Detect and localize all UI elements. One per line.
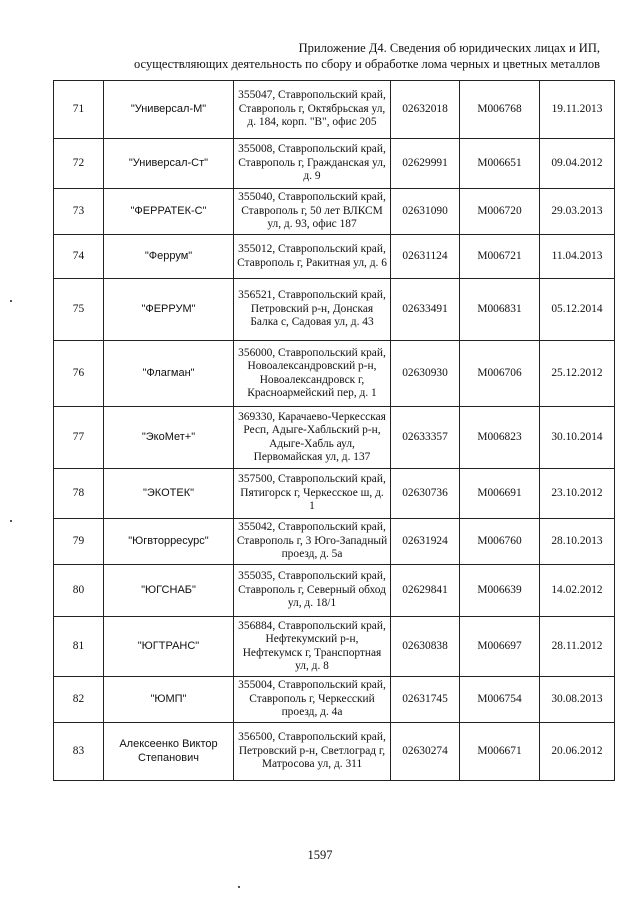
address-cell: 355042, Ставропольский край, Ставрополь г, 3 Юго-Западный проезд, д. 5а — [234, 519, 391, 565]
appendix-title: Приложение Д4. Сведения об юридических лицах и ИП, — [298, 41, 600, 55]
scan-dot — [238, 886, 240, 888]
registration-date-cell: 30.10.2014 — [540, 407, 615, 469]
address-cell: 356884, Ставропольский край, Нефтекумский р-н, Нефтекумск г, Транспортная ул, д. 8 — [234, 617, 391, 677]
table-row — [54, 407, 615, 469]
row-number-cell: 79 — [54, 519, 104, 565]
table-row — [54, 723, 615, 781]
row-number-cell: 73 — [54, 189, 104, 235]
code-cell: 02629991 — [391, 139, 460, 189]
code-cell: 02631745 — [391, 677, 460, 723]
registry-table-body — [54, 81, 615, 781]
entity-name-cell: "Универсал-Ст" — [104, 139, 234, 189]
registration-date-cell: 25.12.2012 — [540, 341, 615, 407]
code-cell: 02633357 — [391, 407, 460, 469]
address-cell: 369330, Карачаево-Черкесская Респ, Адыге-Хабльский р-н, Адыге-Хабль аул, Первомайская ул, д. 137 — [234, 407, 391, 469]
registration-number-cell: М006706 — [460, 341, 540, 407]
address-cell: 355047, Ставропольский край, Ставрополь г, Октябрьская ул, д. 184, корп. "В", офис 205 — [234, 81, 391, 139]
registration-number-cell: М006831 — [460, 279, 540, 341]
code-cell: 02631924 — [391, 519, 460, 565]
address-cell: 355004, Ставропольский край, Ставрополь г, Черкесский проезд, д. 4а — [234, 677, 391, 723]
code-cell: 02633491 — [391, 279, 460, 341]
address-cell: 357500, Ставропольский край, Пятигорск г, Черкесское ш, д. 1 — [234, 469, 391, 519]
address-cell: 356000, Ставропольский край, Новоалександровский р-н, Новоалександровск г, Красноармейский пер, д. 1 — [234, 341, 391, 407]
table-row — [54, 235, 615, 279]
table-row — [54, 677, 615, 723]
entity-name-cell: "ЭКОТЕК" — [104, 469, 234, 519]
registration-date-cell: 14.02.2012 — [540, 565, 615, 617]
registration-number-cell: М006671 — [460, 723, 540, 781]
table-row — [54, 617, 615, 677]
registration-date-cell: 30.08.2013 — [540, 677, 615, 723]
row-number-cell: 83 — [54, 723, 104, 781]
code-cell: 02631090 — [391, 189, 460, 235]
row-number-cell: 82 — [54, 677, 104, 723]
table-row — [54, 139, 615, 189]
row-number-cell: 80 — [54, 565, 104, 617]
entity-name-cell: "Югвторресурс" — [104, 519, 234, 565]
row-number-cell: 72 — [54, 139, 104, 189]
registration-date-cell: 23.10.2012 — [540, 469, 615, 519]
code-cell: 02630930 — [391, 341, 460, 407]
table-row — [54, 81, 615, 139]
scan-dot — [10, 520, 12, 522]
registration-number-cell: М006639 — [460, 565, 540, 617]
entity-name-cell: "Феррум" — [104, 235, 234, 279]
row-number-cell: 81 — [54, 617, 104, 677]
table-row — [54, 341, 615, 407]
registration-date-cell: 19.11.2013 — [540, 81, 615, 139]
registration-date-cell: 28.11.2012 — [540, 617, 615, 677]
entity-name-cell: "ФЕРРАТЕК-С" — [104, 189, 234, 235]
code-cell: 02629841 — [391, 565, 460, 617]
appendix-subtitle: осуществляющих деятельность по сбору и обработке лома черных и цветных металлов — [134, 57, 600, 71]
row-number-cell: 76 — [54, 341, 104, 407]
registration-number-cell: М006760 — [460, 519, 540, 565]
code-cell: 02632018 — [391, 81, 460, 139]
entity-name-cell: Алексеенко Виктор Степанович — [104, 723, 234, 781]
registration-number-cell: М006768 — [460, 81, 540, 139]
registration-number-cell: М006720 — [460, 189, 540, 235]
code-cell: 02630736 — [391, 469, 460, 519]
registration-date-cell: 20.06.2012 — [540, 723, 615, 781]
page-number: 1597 — [307, 848, 333, 862]
registration-date-cell: 29.03.2013 — [540, 189, 615, 235]
registration-date-cell: 28.10.2013 — [540, 519, 615, 565]
registration-number-cell: М006691 — [460, 469, 540, 519]
table-row — [54, 189, 615, 235]
code-cell: 02631124 — [391, 235, 460, 279]
table-row — [54, 565, 615, 617]
address-cell: 355040, Ставропольский край, Ставрополь г, 50 лет ВЛКСМ ул, д. 93, офис 187 — [234, 189, 391, 235]
registration-number-cell: М006651 — [460, 139, 540, 189]
table-row — [54, 469, 615, 519]
entity-name-cell: "Флагман" — [104, 341, 234, 407]
registration-date-cell: 09.04.2012 — [540, 139, 615, 189]
registration-date-cell: 05.12.2014 — [540, 279, 615, 341]
code-cell: 02630274 — [391, 723, 460, 781]
address-cell: 355012, Ставропольский край, Ставрополь г, Ракитная ул, д. 6 — [234, 235, 391, 279]
row-number-cell: 71 — [54, 81, 104, 139]
entity-name-cell: "ЮГСНАБ" — [104, 565, 234, 617]
entity-name-cell: "Универсал-М" — [104, 81, 234, 139]
registration-number-cell: М006754 — [460, 677, 540, 723]
row-number-cell: 77 — [54, 407, 104, 469]
registration-number-cell: М006721 — [460, 235, 540, 279]
row-number-cell: 75 — [54, 279, 104, 341]
entity-name-cell: "ЮМП" — [104, 677, 234, 723]
address-cell: 356500, Ставропольский край, Петровский р-н, Светлоград г, Матросова ул, д. 311 — [234, 723, 391, 781]
entity-name-cell: "ФЕРРУМ" — [104, 279, 234, 341]
address-cell: 356521, Ставропольский край, Петровский р-н, Донская Балка с, Садовая ул, д. 43 — [234, 279, 391, 341]
entity-name-cell: "ЮГТРАНС" — [104, 617, 234, 677]
registration-number-cell: М006823 — [460, 407, 540, 469]
table-row — [54, 279, 615, 341]
registration-number-cell: М006697 — [460, 617, 540, 677]
row-number-cell: 78 — [54, 469, 104, 519]
scan-dot — [10, 300, 12, 302]
entity-name-cell: "ЭкоМет+" — [104, 407, 234, 469]
table-row — [54, 519, 615, 565]
registry-table — [53, 80, 615, 781]
address-cell: 355008, Ставропольский край, Ставрополь г, Гражданская ул, д. 9 — [234, 139, 391, 189]
address-cell: 355035, Ставропольский край, Ставрополь г, Северный обход ул, д. 18/1 — [234, 565, 391, 617]
row-number-cell: 74 — [54, 235, 104, 279]
code-cell: 02630838 — [391, 617, 460, 677]
registration-date-cell: 11.04.2013 — [540, 235, 615, 279]
